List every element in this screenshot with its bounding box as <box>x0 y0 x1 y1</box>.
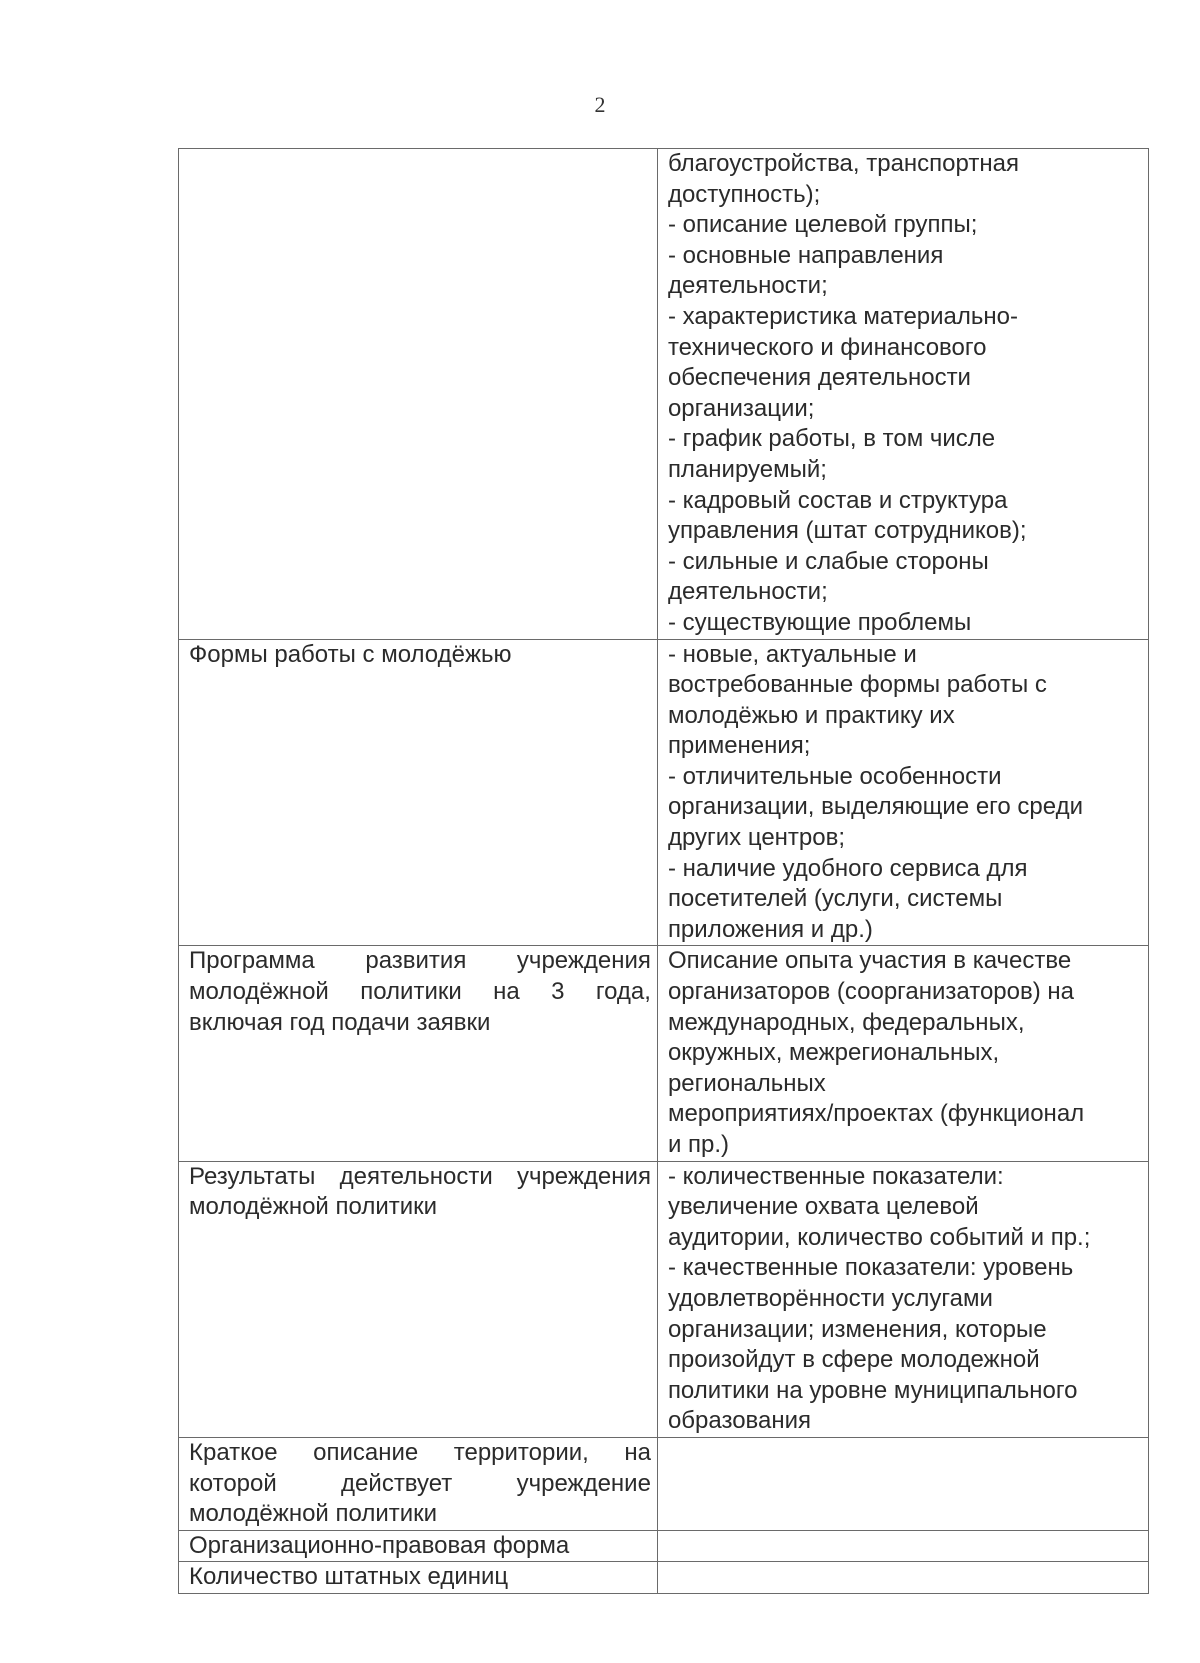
cell-line: посетителей (услуги, системы <box>667 885 1003 913</box>
cell-line: Формы работы с молодёжью <box>189 640 512 668</box>
cell-line: произойдут в сфере молодежной <box>667 1346 1040 1374</box>
cell-line: молодёжной политики <box>189 1500 438 1528</box>
cell-line: - качественные показатели: уровень <box>667 1254 1074 1282</box>
table-cell-criterion <box>179 1161 658 1437</box>
cell-line: - существующие проблемы <box>667 608 972 636</box>
cell-line: молодёжью и практику их <box>667 701 955 729</box>
table-cell-empty <box>657 1437 1148 1530</box>
cell-line: - описание целевой группы; <box>667 211 978 239</box>
cell-line: организации, выделяющие его среди <box>667 793 1084 821</box>
table-cell-empty <box>179 149 658 640</box>
page-number: 2 <box>594 92 606 117</box>
table-cell-description <box>657 149 1148 640</box>
table-cell-criterion <box>179 1562 658 1594</box>
cell-line: политики на уровне муниципального <box>667 1376 1078 1404</box>
table-row <box>179 946 1149 1161</box>
cell-line: - график работы, в том числе <box>667 425 996 453</box>
cell-line: управления (штат сотрудников); <box>667 517 1027 545</box>
cell-line: обеспечения деятельности <box>667 364 971 392</box>
cell-line: удовлетворённости услугами <box>667 1284 993 1312</box>
cell-line: международных, федеральных, <box>667 1008 1025 1036</box>
cell-line: Описание опыта участия в качестве <box>667 947 1072 975</box>
table-cell-empty <box>657 1530 1148 1562</box>
cell-line: востребованные формы работы с <box>667 671 1047 699</box>
cell-line: планируемый; <box>667 455 827 483</box>
cell-line: - основные направления <box>667 241 944 269</box>
cell-line: применения; <box>667 732 811 760</box>
cell-line: - наличие удобного сервиса для <box>667 854 1028 882</box>
cell-line: окружных, межрегиональных, <box>667 1039 1000 1067</box>
cell-line: и пр.) <box>667 1131 730 1158</box>
cell-line: доступность); <box>667 180 821 208</box>
cell-line: образования <box>667 1407 812 1435</box>
table-cell-description <box>657 946 1148 1161</box>
cell-line: - кадровый состав и структура <box>667 486 1008 514</box>
table-cell-description <box>657 1161 1148 1437</box>
cell-line: - сильные и слабые стороны <box>667 547 989 575</box>
table-row <box>179 1530 1149 1562</box>
cell-line: Организационно-правовая форма <box>189 1531 570 1559</box>
table-cell-criterion <box>179 946 658 1161</box>
table-cell-empty <box>657 1562 1148 1594</box>
cell-line: молодёжной политики на 3 года, <box>189 978 651 1006</box>
cell-line: организации; <box>667 394 815 422</box>
application-requirements-table <box>178 148 1149 1594</box>
table-cell-description <box>657 639 1148 946</box>
cell-line: других центров; <box>667 824 846 852</box>
table-row <box>179 1161 1149 1437</box>
table-row <box>179 1437 1149 1530</box>
cell-line: - отличительные особенности <box>667 762 1002 790</box>
cell-line: региональных <box>667 1069 826 1097</box>
cell-line: приложения и др.) <box>667 915 873 943</box>
table-row <box>179 639 1149 946</box>
cell-line: организаторов (соорганизаторов) на <box>667 978 1075 1006</box>
cell-line: Программа развития учреждения <box>189 947 651 975</box>
table-cell-criterion <box>179 1437 658 1530</box>
table-cell-criterion <box>179 639 658 946</box>
cell-line: молодёжной политики <box>189 1193 438 1221</box>
cell-line: благоустройства, транспортная <box>667 150 1019 177</box>
cell-line: аудитории, количество событий и пр.; <box>667 1223 1091 1251</box>
cell-line: которой действует учреждение <box>189 1469 651 1497</box>
cell-line: технического и финансового <box>667 333 987 361</box>
cell-line: Количество штатных единиц <box>189 1563 509 1591</box>
cell-line: - новые, актуальные и <box>667 640 917 668</box>
cell-line: организации; изменения, которые <box>667 1315 1047 1343</box>
table-cell-criterion <box>179 1530 658 1562</box>
table-row <box>179 1562 1149 1594</box>
cell-line: Краткое описание территории, на <box>189 1438 651 1466</box>
cell-line: включая год подачи заявки <box>189 1008 491 1036</box>
cell-line: деятельности; <box>667 272 828 300</box>
cell-line: деятельности; <box>667 578 828 606</box>
cell-line: - количественные показатели: <box>667 1162 1004 1190</box>
cell-line: Результаты деятельности учреждения <box>189 1162 651 1190</box>
cell-line: мероприятиях/проектах (функционал <box>667 1100 1085 1128</box>
table-row <box>179 149 1149 640</box>
cell-line: - характеристика материально- <box>667 302 1018 330</box>
cell-line: увеличение охвата целевой <box>667 1193 979 1221</box>
